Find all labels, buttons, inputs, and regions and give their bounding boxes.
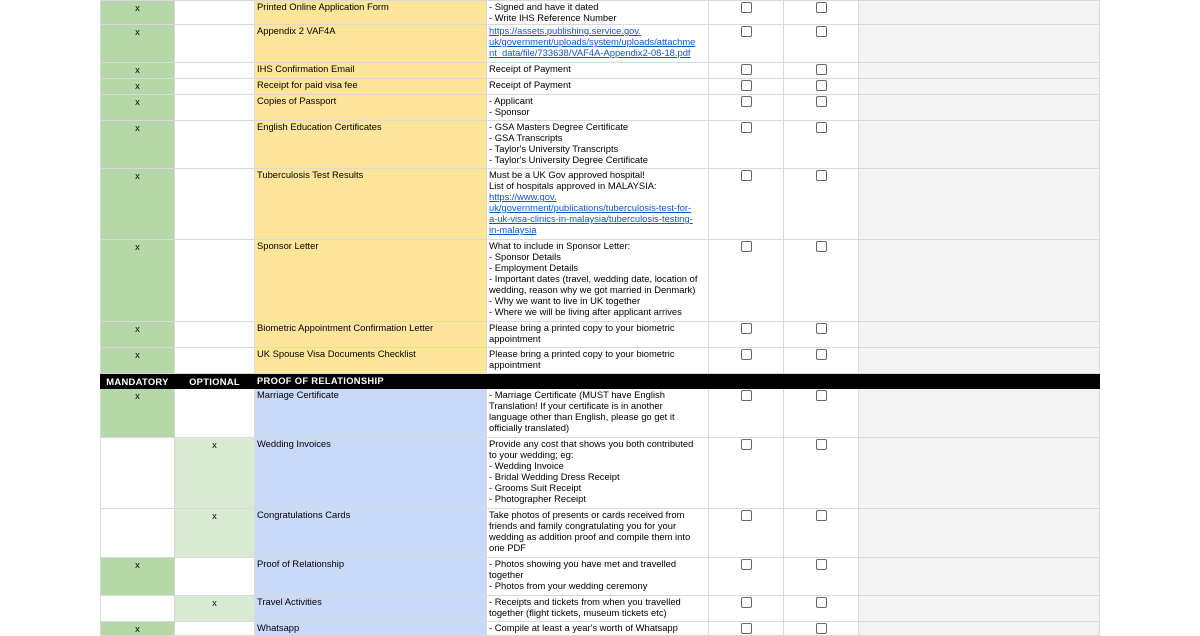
description-link[interactable]: in-malaysia [489, 224, 537, 235]
description-line: - Sponsor [489, 106, 530, 117]
optional-cell [175, 121, 255, 169]
notes-cell[interactable] [859, 438, 1100, 509]
optional-cell: x [175, 596, 255, 622]
optional-cell [175, 558, 255, 596]
notes-cell[interactable] [859, 322, 1100, 348]
notes-cell[interactable] [859, 509, 1100, 558]
description-cell [487, 63, 709, 79]
description-line: Receipt of Payment [489, 63, 571, 74]
header-blank-desc [487, 374, 709, 389]
description-cell [487, 121, 709, 169]
notes-cell[interactable] [859, 25, 1100, 63]
checkbox-cell [709, 63, 784, 79]
checkbox-cell [784, 63, 859, 79]
notes-cell[interactable] [859, 121, 1100, 169]
description-line: - Taylor's University Transcripts [489, 143, 619, 154]
checkbox-cell [709, 1, 784, 25]
description-line: - Grooms Suit Receipt [489, 482, 582, 493]
description-line: one PDF [489, 542, 526, 553]
checkbox-cell [784, 95, 859, 121]
document-name-cell: Marriage Certificate [255, 389, 487, 438]
checkbox-cell [709, 25, 784, 63]
document-name-cell: Whatsapp [255, 622, 487, 636]
table-row [101, 240, 1100, 322]
table-row [101, 121, 1100, 169]
documents-section [101, 1, 1100, 374]
checkbox[interactable] [741, 170, 752, 181]
notes-cell[interactable] [859, 95, 1100, 121]
checkbox-cell [784, 558, 859, 596]
description-line: - Applicant [489, 95, 533, 106]
optional-cell [175, 389, 255, 438]
notes-cell[interactable] [859, 622, 1100, 636]
checkbox-cell [784, 348, 859, 374]
description-line: - GSA Masters Degree Certificate [489, 121, 629, 132]
description-line: - Bridal Wedding Dress Receipt [489, 471, 620, 482]
mandatory-cell: x [101, 169, 175, 240]
checkbox[interactable] [816, 349, 827, 360]
checkbox[interactable] [816, 510, 827, 521]
checkbox-cell [784, 169, 859, 240]
document-name-cell: Receipt for paid visa fee [255, 79, 487, 95]
checkbox[interactable] [816, 623, 827, 634]
mandatory-cell: x [101, 1, 175, 25]
checkbox-cell [784, 1, 859, 25]
header-blank-check-2 [784, 374, 859, 389]
header-blank-notes [859, 374, 1100, 389]
document-name-cell: Travel Activities [255, 596, 487, 622]
optional-cell [175, 25, 255, 63]
table-row [101, 63, 1100, 79]
table-row [101, 1, 1100, 25]
document-name-cell: Appendix 2 VAF4A [255, 25, 487, 63]
table-row [101, 558, 1100, 596]
optional-cell [175, 348, 255, 374]
optional-cell: x [175, 438, 255, 509]
description-cell [487, 348, 709, 374]
checkbox[interactable] [741, 559, 752, 570]
mandatory-cell [101, 438, 175, 509]
checkbox-cell [709, 322, 784, 348]
description-line: Provide any cost that shows you both contributed [489, 438, 694, 449]
description-line: - Wedding Invoice [489, 460, 564, 471]
document-name-cell: Sponsor Letter [255, 240, 487, 322]
checkbox-cell [784, 389, 859, 438]
checkbox[interactable] [816, 390, 827, 401]
checkbox-cell [784, 596, 859, 622]
checkbox[interactable] [816, 323, 827, 334]
document-name-cell: Copies of Passport [255, 95, 487, 121]
checkbox[interactable] [816, 96, 827, 107]
checkbox[interactable] [741, 510, 752, 521]
description-cell [487, 509, 709, 558]
description-link[interactable]: https://assets.publishing.service.gov. [489, 25, 641, 36]
checkbox-cell [709, 596, 784, 622]
description-line: wedding, reason why we got married in Denmark) [489, 284, 696, 295]
checkbox[interactable] [741, 241, 752, 252]
description-line: Receipt of Payment [489, 79, 571, 90]
checkbox-cell [709, 79, 784, 95]
checkbox[interactable] [741, 2, 752, 13]
checkbox-cell [709, 95, 784, 121]
description-line: Please bring a printed copy to your biometric [489, 348, 675, 359]
description-line: - Signed and have it dated [489, 1, 599, 12]
table-row [101, 438, 1100, 509]
description-line: Must be a UK Gov approved hospital! [489, 169, 645, 180]
checkbox-cell [709, 121, 784, 169]
checkbox-cell [784, 322, 859, 348]
checkbox[interactable] [741, 26, 752, 37]
description-line: officially translated) [489, 422, 570, 433]
checkbox-cell [784, 25, 859, 63]
proof-of-relationship-header [101, 374, 1100, 389]
description-line: Translation! If your certificate is in another [489, 400, 663, 411]
mandatory-cell [101, 509, 175, 558]
checkbox-cell [709, 622, 784, 636]
table-row [101, 622, 1100, 636]
description-link[interactable]: https://www.gov. [489, 191, 557, 202]
mandatory-cell [101, 596, 175, 622]
checkbox[interactable] [741, 623, 752, 634]
description-line: - Write IHS Reference Number [489, 12, 617, 23]
description-cell [487, 322, 709, 348]
mandatory-cell: x [101, 25, 175, 63]
checkbox-cell [709, 509, 784, 558]
table-row [101, 322, 1100, 348]
mandatory-cell: x [101, 558, 175, 596]
description-line: Please bring a printed copy to your biometric [489, 322, 675, 333]
description-line: - Photographer Receipt [489, 493, 586, 504]
checkbox[interactable] [741, 96, 752, 107]
table-row [101, 348, 1100, 374]
description-line: - Why we want to live in UK together [489, 295, 641, 306]
description-link[interactable]: a-uk-visa-clinics-in-malaysia/tuberculosis-testing- [489, 213, 693, 224]
description-cell [487, 622, 709, 636]
checkbox[interactable] [816, 2, 827, 13]
description-line: - Marriage Certificate (MUST have English [489, 389, 665, 400]
checkbox[interactable] [816, 122, 827, 133]
description-cell [487, 596, 709, 622]
checkbox[interactable] [816, 80, 827, 91]
optional-cell [175, 169, 255, 240]
description-line: - Compile at least a year's worth of Whatsapp [489, 622, 678, 633]
notes-cell[interactable] [859, 1, 1100, 25]
checkbox[interactable] [816, 170, 827, 181]
description-cell [487, 79, 709, 95]
checkbox[interactable] [816, 597, 827, 608]
document-name-cell: IHS Confirmation Email [255, 63, 487, 79]
table-row [101, 389, 1100, 438]
description-line: together [489, 569, 524, 580]
description-cell [487, 240, 709, 322]
notes-cell[interactable] [859, 558, 1100, 596]
description-line: together (flight tickets, museum tickets etc) [489, 607, 667, 618]
checkbox[interactable] [741, 64, 752, 75]
optional-cell [175, 1, 255, 25]
checkbox[interactable] [741, 80, 752, 91]
description-line: language other than English, please go get it [489, 411, 675, 422]
description-line: - Receipts and tickets from when you travelled [489, 596, 681, 607]
optional-header: OPTIONAL [175, 374, 255, 389]
table-row [101, 509, 1100, 558]
document-name-cell: Biometric Appointment Confirmation Letter [255, 322, 487, 348]
description-line: - Taylor's University Degree Certificate [489, 154, 648, 165]
description-line: Take photos of presents or cards received from [489, 509, 685, 520]
checkbox[interactable] [816, 559, 827, 570]
optional-cell [175, 322, 255, 348]
description-line: - Sponsor Details [489, 251, 561, 262]
checkbox-cell [784, 509, 859, 558]
checkbox[interactable] [741, 349, 752, 360]
checkbox-cell [784, 240, 859, 322]
mandatory-cell: x [101, 79, 175, 95]
checkbox-cell [709, 438, 784, 509]
mandatory-cell: x [101, 63, 175, 79]
checkbox[interactable] [816, 241, 827, 252]
description-line: appointment [489, 333, 541, 344]
description-line: - GSA Transcripts [489, 132, 563, 143]
checkbox[interactable] [741, 323, 752, 334]
mandatory-header: MANDATORY [101, 374, 175, 389]
document-name-cell: Congratulations Cards [255, 509, 487, 558]
checklist-spreadsheet [100, 0, 1099, 636]
checkbox-cell [784, 79, 859, 95]
checkbox-cell [709, 169, 784, 240]
description-line: friends and family congratulating you for your [489, 520, 677, 531]
optional-cell [175, 95, 255, 121]
section-header-row [101, 374, 1100, 389]
document-name-cell: Tuberculosis Test Results [255, 169, 487, 240]
document-name-cell: Wedding Invoices [255, 438, 487, 509]
optional-cell [175, 622, 255, 636]
notes-cell[interactable] [859, 348, 1100, 374]
mandatory-cell: x [101, 322, 175, 348]
checkbox-cell [709, 240, 784, 322]
notes-cell[interactable] [859, 79, 1100, 95]
notes-cell[interactable] [859, 169, 1100, 240]
checkbox[interactable] [741, 122, 752, 133]
checkbox-cell [709, 389, 784, 438]
checkbox[interactable] [816, 439, 827, 450]
mandatory-cell: x [101, 348, 175, 374]
checkbox[interactable] [741, 597, 752, 608]
checkbox[interactable] [816, 64, 827, 75]
document-name-cell: UK Spouse Visa Documents Checklist [255, 348, 487, 374]
table-row [101, 25, 1100, 63]
table-row [101, 95, 1100, 121]
notes-cell[interactable] [859, 596, 1100, 622]
description-line: - Photos showing you have met and travelled [489, 558, 677, 569]
document-name-cell: English Education Certificates [255, 121, 487, 169]
document-name-cell: Proof of Relationship [255, 558, 487, 596]
description-link[interactable]: nt_data/file/733638/VAF4A-Appendix2-08-18.pdf [489, 47, 691, 58]
description-line: - Photos from your wedding ceremony [489, 580, 648, 591]
checkbox-cell [784, 121, 859, 169]
description-line: List of hospitals approved in MALAYSIA: [489, 180, 657, 191]
description-link[interactable]: uk/government/uploads/system/uploads/attachme [489, 36, 696, 47]
mandatory-cell: x [101, 240, 175, 322]
notes-cell[interactable] [859, 389, 1100, 438]
description-cell [487, 558, 709, 596]
optional-cell [175, 240, 255, 322]
description-line: - Employment Details [489, 262, 579, 273]
table-row [101, 169, 1100, 240]
table-row [101, 596, 1100, 622]
checkbox[interactable] [741, 439, 752, 450]
description-line: to your wedding; eg: [489, 449, 574, 460]
description-line: wedding as addition proof and compile them into [489, 531, 691, 542]
description-line: appointment [489, 359, 541, 370]
description-line: - Where we will be living after applicant arrives [489, 306, 682, 317]
table-row [101, 79, 1100, 95]
description-link[interactable]: uk/government/publications/tuberculosis-test-for- [489, 202, 692, 213]
mandatory-cell: x [101, 121, 175, 169]
checkbox[interactable] [816, 26, 827, 37]
document-name-cell: Printed Online Application Form [255, 1, 487, 25]
description-cell [487, 95, 709, 121]
checkbox-cell [709, 558, 784, 596]
mandatory-cell: x [101, 389, 175, 438]
checkbox-cell [784, 438, 859, 509]
relationship-section [101, 389, 1100, 636]
checklist-table [100, 0, 1100, 636]
description-cell [487, 169, 709, 240]
description-line: - Important dates (travel, wedding date, location of [489, 273, 698, 284]
description-cell [487, 438, 709, 509]
description-line: What to include in Sponsor Letter: [489, 240, 631, 251]
notes-cell[interactable] [859, 240, 1100, 322]
optional-cell [175, 63, 255, 79]
checkbox[interactable] [741, 390, 752, 401]
description-cell [487, 389, 709, 438]
notes-cell[interactable] [859, 63, 1100, 79]
mandatory-cell: x [101, 95, 175, 121]
optional-cell [175, 79, 255, 95]
section-title: PROOF OF RELATIONSHIP [255, 374, 487, 389]
checkbox-cell [709, 348, 784, 374]
description-cell [487, 1, 709, 25]
mandatory-cell: x [101, 622, 175, 636]
header-blank-check-1 [709, 374, 784, 389]
description-cell [487, 25, 709, 63]
optional-cell: x [175, 509, 255, 558]
checkbox-cell [784, 622, 859, 636]
